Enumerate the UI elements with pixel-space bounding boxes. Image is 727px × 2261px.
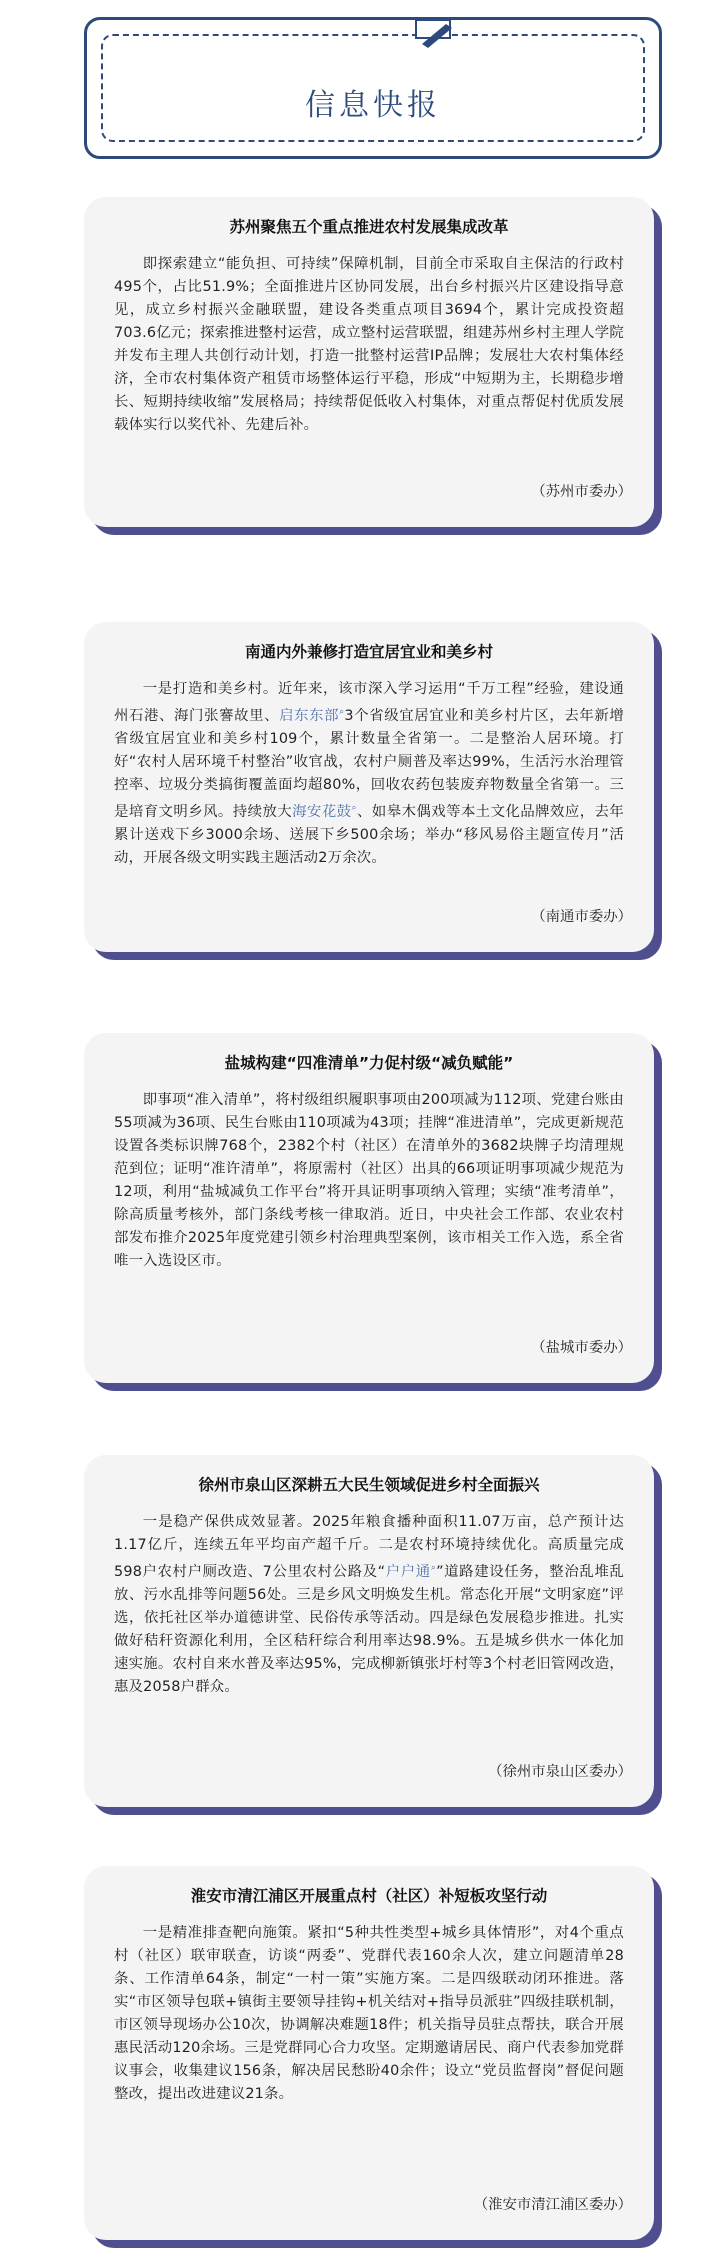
- body-text: 一是精准排查靶向施策。紧扣“5种共性类型+城乡具体情形”，对4个重点村（社区）联审联查，访谈“两委”、党群代表160余人次，建立问题清单28条、工作清单64条，制定“一村一策”实施方案。二是四级联动闭环推进。落实“市区领导包联+镇街主要领导挂钩+机关结对+指导员派驻”四级挂联机制，市区领导现场办公10次，协调解决难题18件；机关指导员驻点帮扶，联合开展惠民活动120余场。三是党群同心合力攻坚。定期邀请居民、商户代表参加党群议事会，收集建议156条，解决居民愁盼40余件；设立“党员监督岗”督促问题整改，提出改进建议21条。: [114, 1925, 624, 2102]
- card-title: 淮安市清江浦区开展重点村（社区）补短板攻坚行动: [190, 1887, 548, 1905]
- card-title: 盐城构建“四准清单”力促村级“减负赋能”: [224, 1054, 514, 1072]
- search-icon[interactable]: ⌕: [430, 1563, 437, 1573]
- card-source: （盐城市委办）: [531, 1340, 632, 1356]
- news-card-xuzhou: [84, 1455, 654, 1807]
- page-title: 信息快报: [305, 88, 441, 123]
- body-text: ”道路建设任务，整治乱堆乱放、污水乱排等问题56处。三是乡风文明焕发生机。常态化开展“文明家庭”评选，依托社区举办道德讲堂、民俗传承等活动。四是绿色发展稳步推进。扎实做好秸秆资源化利用，全区秸秆综合利用率达98.9%。五是城乡供水一体化加速实施。农村自来水普及率达95%，完成柳新镇张圩村等3个村老旧管网改造，惠及2058户群众。: [114, 1563, 624, 1695]
- header-box: [84, 17, 662, 159]
- inline-link[interactable]: 海安花鼓: [292, 803, 352, 820]
- body-text: 即事项“准入清单”，将村级组织履职事项由200项减为112项、党建台账由55项减为36项、民生台账由110项减为43项；挂牌“准进清单”，完成更新规范设置各类标识牌768个，2382个村（社区）在清单外的3682块牌子均清理规范到位；证明“准许清单”，将原需村（社区）出具的66项证明事项减少规范为12项，利用“盐城减负工作平台”将开具证明事项纳入管理；实绩“准考清单”，除高质量考核外，部门条线考核一律取消。近日，中央社会工作部、农业农村部发布推介2025年度党建引领乡村治理典型案例，该市相关工作入选，系全省唯一入选设区市。: [114, 1092, 624, 1269]
- card-source: （南通市委办）: [531, 909, 632, 925]
- body-text: 一是打造和美乡村。近年来，该市深入学习运用“千万工程”经验，建设通州石港、海门张謇故里、: [114, 681, 624, 724]
- news-card-huaian: [84, 1866, 654, 2240]
- pencil-icon: [410, 18, 460, 48]
- card-body: [114, 678, 624, 870]
- card-body: [114, 1922, 624, 2106]
- card-body: [114, 1089, 624, 1273]
- body-text: 即探索建立“能负担、可持续”保障机制，目前全市采取自主保洁的行政村495个，占比51.9%；全面推进片区协同发展，出台乡村振兴片区建设指导意见，成立乡村振兴金融联盟，建设各类重点项目3694个，累计完成投资超703.6亿元；探索推进整村运营，成立整村运营联盟，组建苏州乡村主理人学院并发布主理人共创行动计划，打造一批整村运营IP品牌；发展壮大农村集体经济，全市农村集体资产租赁市场整体运行平稳，形成“中短期为主，长期稳步增长、短期持续收缩”发展格局；持续帮促低收入村集体，对重点帮促村优质发展载体实行以奖代补、先建后补。: [114, 256, 624, 433]
- body-text: 一是稳产保供成效显著。2025年粮食播种面积11.07万亩，总产预计达1.17亿斤，连续五年平均亩产超千斤。二是农村环境持续优化。高质量完成598户农村户厕改造、7公里农村公路及“: [114, 1514, 624, 1580]
- card-source: （徐州市泉山区委办）: [488, 1764, 632, 1780]
- news-card-yancheng: [84, 1033, 654, 1383]
- card-source: （苏州市委办）: [531, 484, 632, 500]
- card-body: [114, 1511, 624, 1699]
- card-title: 徐州市泉山区深耕五大民生领域促进乡村全面振兴: [198, 1476, 540, 1494]
- card-title: 南通内外兼修打造宜居宜业和美乡村: [244, 643, 493, 661]
- search-icon[interactable]: ⌕: [351, 802, 357, 813]
- inline-link[interactable]: 启东东部: [279, 707, 340, 724]
- card-source: （淮安市清江浦区委办）: [473, 2197, 632, 2213]
- body-text: 、如皋木偶戏等本土文化品牌效应，去年累计送戏下乡3000余场、送展下乡500余场；举办“移风易俗主题宣传月”活动，开展各级文明实践主题活动2万余次。: [114, 803, 624, 866]
- inline-link[interactable]: 户户通: [385, 1563, 431, 1580]
- body-text: 3个省级宜居宜业和美乡村片区，去年新增省级宜居宜业和美乡村109个，累计数量全省第一。二是整治人居环境。打好“农村人居环境千村整治”收官战，农村户厕普及率达99%，生活污水治理管控率、垃圾分类搞街覆盖面均超80%，回收农药包装废弃物数量全省第一。三是培育文明乡风。持续放大: [114, 707, 624, 820]
- card-title: 苏州聚焦五个重点推进农村发展集成改革: [229, 218, 509, 236]
- search-icon[interactable]: ⌕: [339, 707, 345, 717]
- news-card-nantong: [84, 622, 654, 952]
- card-body: [114, 253, 624, 437]
- news-card-suzhou: [84, 197, 654, 527]
